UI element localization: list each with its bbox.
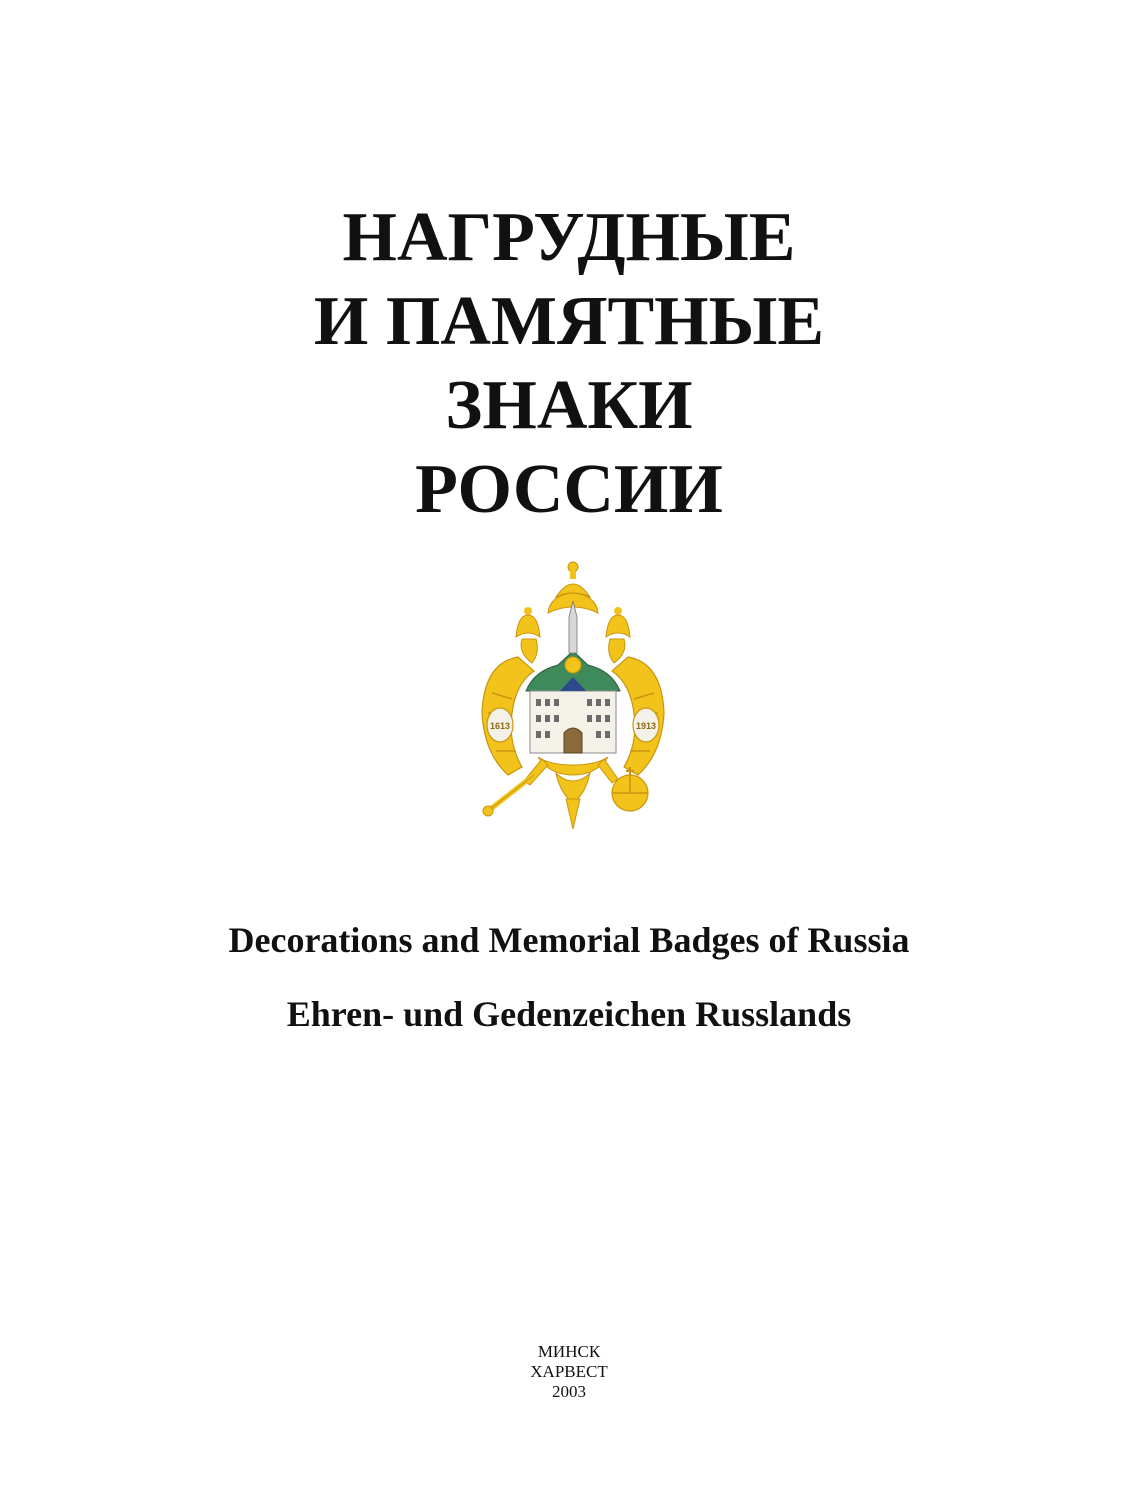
imprint-publisher: ХАРВЕСТ (530, 1362, 608, 1381)
title-line-1: НАГРУДНЫЕ (342, 199, 796, 276)
book-title (0, 196, 1138, 532)
year-right-label: 1913 (635, 721, 657, 731)
double-headed-eagle-badge-icon (478, 553, 668, 843)
title-line-4: РОССИИ (415, 451, 723, 528)
publisher-imprint (0, 1342, 1138, 1402)
title-line-3: ЗНАКИ (445, 367, 693, 444)
imprint-year: 2003 (552, 1382, 586, 1401)
imprint-city: МИНСК (537, 1342, 601, 1361)
subtitle-english: Decorations and Memorial Badges of Russia (228, 920, 910, 960)
title-line-2: И ПАМЯТНЫЕ (313, 283, 825, 360)
subtitle-german: Ehren- und Gedenzeichen Russlands (286, 994, 852, 1034)
subtitles (0, 920, 1138, 1034)
year-left-label: 1613 (489, 721, 511, 731)
